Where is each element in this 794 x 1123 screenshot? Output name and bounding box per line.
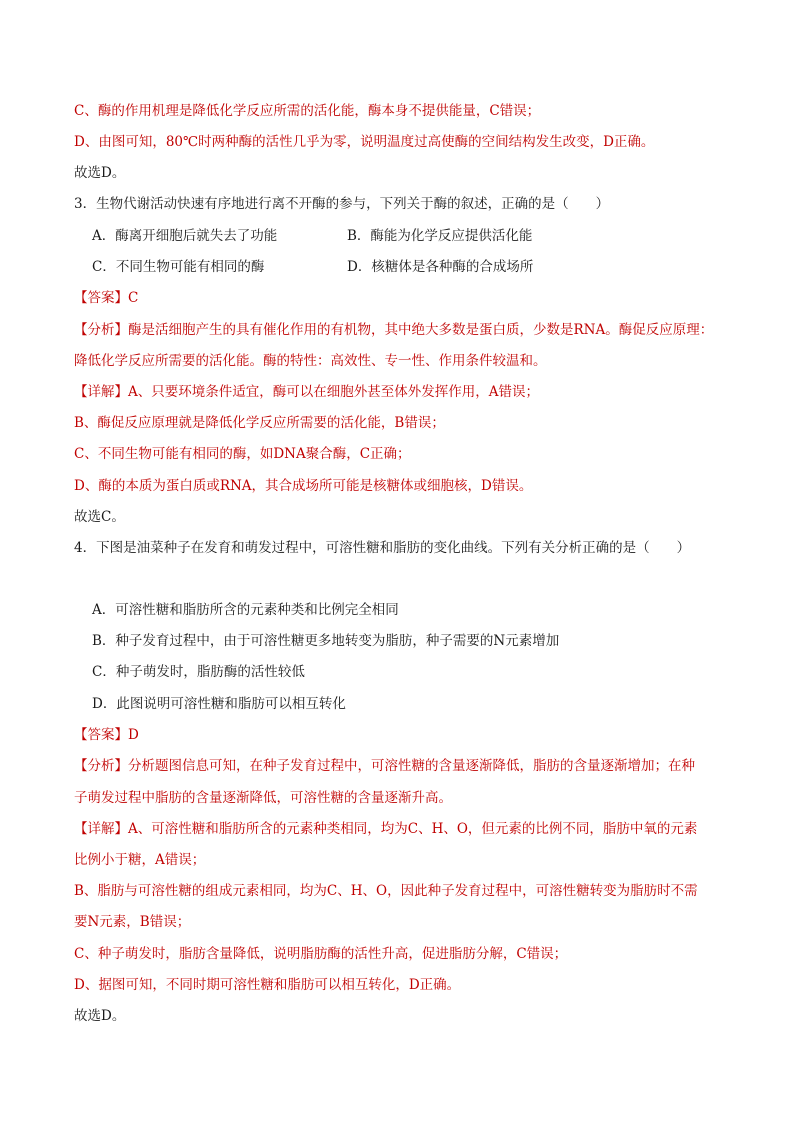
answer-value: C	[128, 290, 139, 306]
q4-option-a: A．可溶性糖和脂肪所含的元素种类和比例完全相同	[92, 602, 399, 618]
q4-detail-c: C、种子萌发时，脂肪含量降低，说明脂肪酶的活性升高，促进脂肪分解，C错误；	[74, 946, 568, 962]
detail-text: A、只要环境条件适宜，酶可以在细胞外甚至体外发挥作用，A错误；	[128, 384, 539, 400]
q3-answer	[74, 288, 138, 308]
q4-analysis-line1	[74, 756, 695, 776]
q4-detail-a-line2: 比例小于糖，A错误；	[74, 852, 206, 868]
prev-choose: 故选D。	[74, 165, 126, 181]
q3-detail-c: C、不同生物可能有相同的酶，如DNA聚合酶，C正确；	[74, 446, 411, 462]
q4-detail-a-line1	[74, 819, 697, 839]
q4-stem: 4．下图是油菜种子在发育和萌发过程中，可溶性糖和脂肪的变化曲线。下列有关分析正确的是（ ）	[74, 540, 691, 556]
q3-detail-a	[74, 382, 539, 402]
analysis-text: 酶是活细胞产生的具有催化作用的有机物，其中绝大多数是蛋白质，少数是RNA。酶促反应原理：	[128, 322, 714, 338]
answer-tag: 【答案】	[74, 290, 128, 306]
q4-option-c: C．种子萌发时，脂肪酶的活性较低	[92, 664, 305, 680]
q4-option-d: D．此图说明可溶性糖和脂肪可以相互转化	[92, 696, 346, 712]
q3-analysis-line1	[74, 320, 713, 340]
q3-option-a: A．酶离开细胞后就失去了功能	[92, 228, 278, 244]
q3-option-d: D．核糖体是各种酶的合成场所	[347, 259, 534, 275]
q3-analysis-line2: 降低化学反应所需要的活化能。酶的特性：高效性、专一性、作用条件较温和。	[74, 353, 547, 369]
analysis-tag: 【分析】	[74, 322, 128, 338]
q3-detail-d: D、酶的本质为蛋白质或RNA，其合成场所可能是核糖体或细胞核，D错误。	[74, 478, 533, 494]
answer-value: D	[128, 727, 139, 743]
q4-detail-b-line1: B、脂肪与可溶性糖的组成元素相同，均为C、H、O，因此种子发育过程中，可溶性糖转变为脂肪时不需	[74, 883, 698, 899]
q3-option-c: C．不同生物可能有相同的酶	[92, 259, 265, 275]
q3-option-b: B．酶能为化学反应提供活化能	[347, 228, 533, 244]
q4-detail-d: D、据图可知，不同时期可溶性糖和脂肪可以相互转化，D正确。	[74, 977, 461, 993]
detail-tag: 【详解】	[74, 384, 128, 400]
detail-tag: 【详解】	[74, 821, 128, 837]
q4-detail-b-line2: 要N元素，B错误；	[74, 914, 191, 930]
q4-option-b: B．种子发育过程中，由于可溶性糖更多地转变为脂肪，种子需要的N元素增加	[92, 633, 560, 649]
q3-detail-b: B、酶促反应原理就是降低化学反应所需要的活化能，B错误；	[74, 415, 445, 431]
prev-explain-c: C、酶的作用机理是降低化学反应所需的活化能，酶本身不提供能量，C错误；	[74, 103, 541, 119]
q4-choose: 故选D。	[74, 1008, 126, 1024]
analysis-tag: 【分析】	[74, 758, 128, 774]
q3-stem: 3．生物代谢活动快速有序地进行离不开酶的参与，下列关于酶的叙述，正确的是（ ）	[74, 196, 610, 212]
detail-text: A、可溶性糖和脂肪所含的元素种类相同，均为C、H、O，但元素的比例不同，脂肪中氧的元素	[128, 821, 698, 837]
answer-tag: 【答案】	[74, 727, 128, 743]
prev-explain-d: D、由图可知，80℃时两种酶的活性几乎为零，说明温度过高使酶的空间结构发生改变，D正确。	[74, 134, 655, 150]
q4-answer	[74, 725, 139, 745]
analysis-text: 分析题图信息可知，在种子发育过程中，可溶性糖的含量逐渐降低，脂肪的含量逐渐增加；在种	[128, 758, 695, 774]
q3-choose: 故选C。	[74, 509, 125, 525]
q4-analysis-line2: 子萌发过程中脂肪的含量逐渐降低，可溶性糖的含量逐渐升高。	[74, 790, 452, 806]
